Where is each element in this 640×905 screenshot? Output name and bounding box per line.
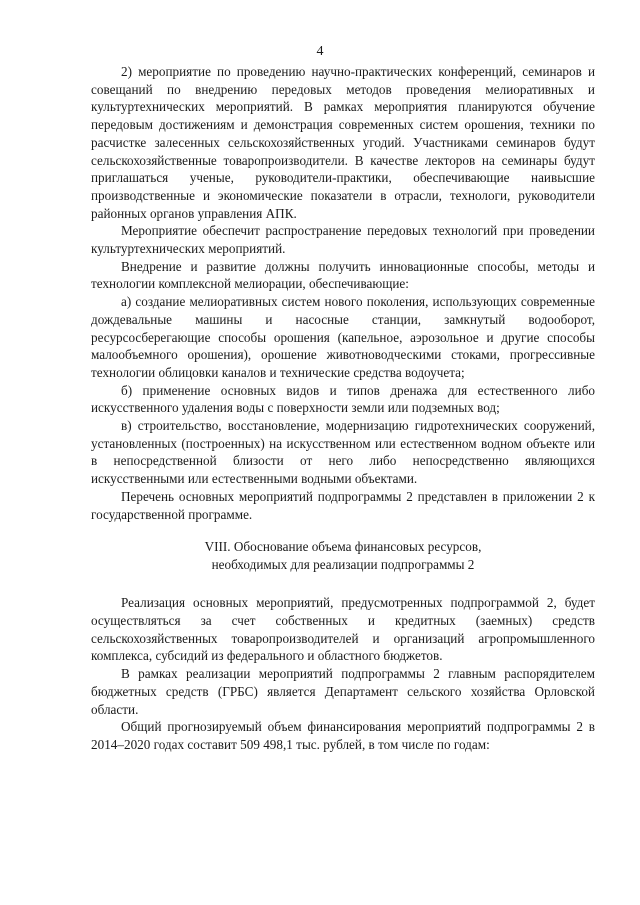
paragraph-list-reference: Перечень основных мероприятий подпрограммы 2 представлен в приложении 2 к государственной программе.: [91, 488, 595, 522]
document-body: [91, 63, 595, 754]
section-heading-line2: необходимых для реализации подпрограммы 2: [211, 557, 475, 573]
paragraph-innovation-intro: Внедрение и развитие должны получить инновационные способы, методы и технологии комплексной мелиорации, обеспечивающие:: [91, 258, 595, 292]
paragraph-item-c: в) строительство, восстановление, модернизацию гидротехнических сооружений, установленных (построенных) на искусственном или естественном водном объекте или в непосредственной близости от него либо непосредственно являющихся искусственными или естественными водными объектами.: [91, 418, 595, 487]
page-number: 4: [316, 44, 324, 59]
paragraph-seminars: 2) мероприятие по проведению научно-практических конференций, семинаров и совещаний по внедрению передовых методов проведения мелиоративных и культуртехнических мероприятий. В рамках мероприятия планируются обучение передовым достижениям и демонстрация современных систем орошения, техники по расчистке залесенных сельскохозяйственных угодий. Участниками семинаров будут сельскохозяйственные товаропроизводители. В качестве лекторов на семинары будут приглашаться ученые, руководители-практики, обеспечивающие наивысшие производственные и экономические показатели в отрасли, технологи, руководители районных органов управления АПК.: [91, 64, 595, 221]
section-heading: [91, 538, 595, 574]
paragraph-grbs: В рамках реализации мероприятий подпрограммы 2 главным распорядителем бюджетных средств (ГРБС) является Департамент сельского хозяйства Орловской области.: [91, 666, 595, 717]
paragraph-technology-spread: Мероприятие обеспечит распространение передовых технологий при проведении культуртехнических мероприятий.: [91, 223, 595, 257]
paragraph-funding-sources: Реализация основных мероприятий, предусмотренных подпрограммой 2, будет осуществляться за счет собственных и кредитных (заемных) средств сельскохозяйственных товаропроизводителей и организаций агропромышленного комплекса, субсидий из федерального и областного бюджетов.: [91, 595, 595, 664]
paragraph-total-funding: Общий прогнозируемый объем финансирования мероприятий подпрограммы 2 в 2014–2020 годах составит 509 498,1 тыс. рублей, в том числе по годам:: [91, 719, 595, 752]
paragraph-item-b: б) применение основных видов и типов дренажа для естественного либо искусственного удаления воды с поверхности земли или подземных вод;: [91, 382, 595, 416]
paragraph-item-a: а) создание мелиоративных систем нового поколения, использующих современные дождевальные машины и насосные станции, замкнутый водооборот, ресурсосберегающие способы орошения (капельное, аэрозольное и другие способы малообъемного орошения), орошение животноводческими стоками, прогрессивные технологии облицовки каналов и технические средства водоучета;: [91, 294, 595, 380]
section-heading-line1: VIII. Обоснование объема финансовых ресурсов,: [204, 539, 482, 555]
